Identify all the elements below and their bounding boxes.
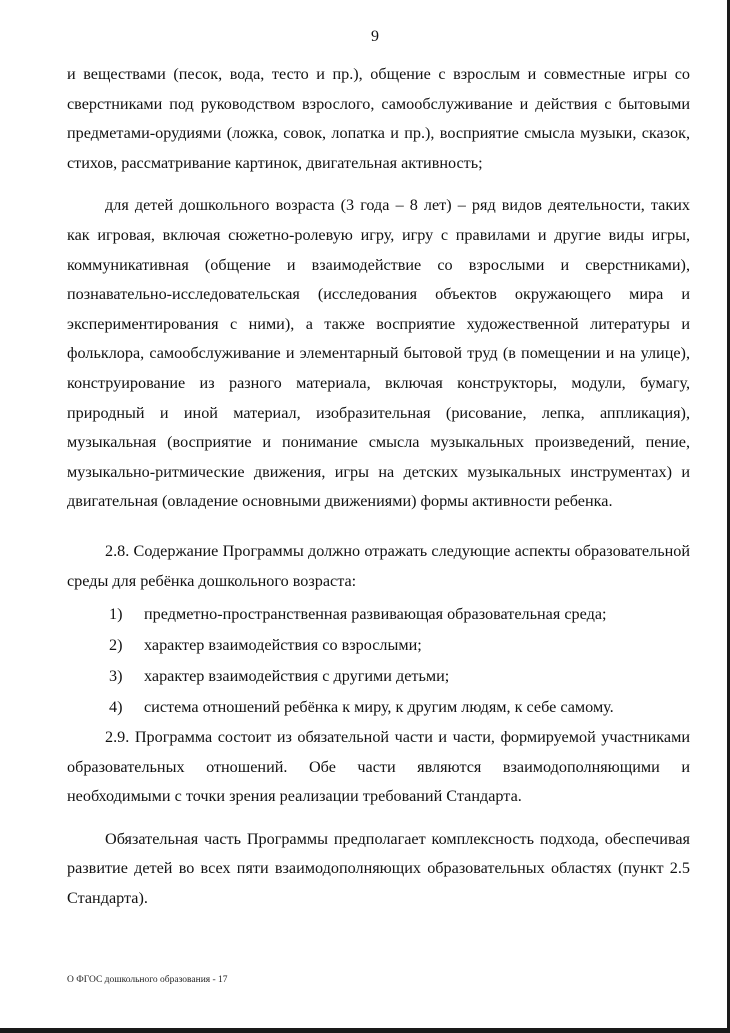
- list-item-number: 4): [109, 698, 123, 717]
- list-item-text: система отношений ребёнка к миру, к другим людям, к себе самому.: [144, 698, 614, 717]
- list-item-text: предметно-пространственная развивающая образовательная среда;: [144, 605, 607, 624]
- section-2-8-text: 2.8. Содержание Программы должно отражать следующие аспекты образовательной среды для ребёнка дошкольного возраста:: [67, 541, 690, 590]
- footer-note: О ФГОС дошкольного образования - 17: [67, 975, 228, 985]
- list-item: [67, 661, 690, 692]
- list-item-number: 1): [109, 605, 123, 624]
- page-number: 9: [371, 28, 379, 45]
- list-item: [67, 599, 690, 630]
- list-item: [67, 692, 690, 723]
- list-item-number: 2): [109, 636, 123, 655]
- section-2-9-text: 2.9. Программа состоит из обязательной части и части, формируемой участниками образовательных отношений. Обе части являются взаимодополняющими и необходимыми с точки зрения реализации требований Стандарта.: [67, 728, 690, 806]
- paragraph-preschool-activities: для детей дошкольного возраста (3 года – 8 лет) – ряд видов деятельности, таких как игровая, включая сюжетно-ролевую игру, игру с правилами и другие виды игры, коммуникативная (общение и взаимодействие со взрослыми и сверстниками), познавательно-исследовательская (исследования объектов окружающего мира и экспериментирования с ними), а также восприятие художественной литературы и фольклора, самообслуживание и элементарный бытовой труд (в помещении и на улице), конструирование из разного материала, включая конструкторы, модули, бумагу, природный и иной материал, изобразительная (рисование, лепка, аппликация), музыкальная (восприятие и понимание смысла музыкальных произведений, пение, музыкально-ритмические движения, игры на детских музыкальных инструментах) и двигательная (овладение основными движениями) формы активности ребенка.: [67, 196, 690, 511]
- list-item-text: характер взаимодействия со взрослыми;: [144, 636, 422, 655]
- list-item-number: 3): [109, 667, 123, 686]
- document-body: [67, 60, 690, 914]
- list-item-text: характер взаимодействия с другими детьми;: [144, 667, 450, 686]
- aspects-list: [67, 599, 690, 723]
- scan-edge-bottom: [0, 1028, 730, 1033]
- paragraph-continuation: и веществами (песок, вода, тесто и пр.), общение с взрослым и совместные игры со сверстниками под руководством взрослого, самообслуживание и действия с бытовыми предметами-орудиями (ложка, совок, лопатка и пр.), восприятие смысла музыки, сказок, стихов, рассматривание картинок, двигательная активность;: [67, 65, 690, 172]
- section-2-9-text-2: Обязательная часть Программы предполагает комплексность подхода, обеспечивая развитие детей во всех пяти взаимодополняющих образовательных областях (пункт 2.5 Стандарта).: [67, 829, 690, 908]
- list-item: [67, 630, 690, 661]
